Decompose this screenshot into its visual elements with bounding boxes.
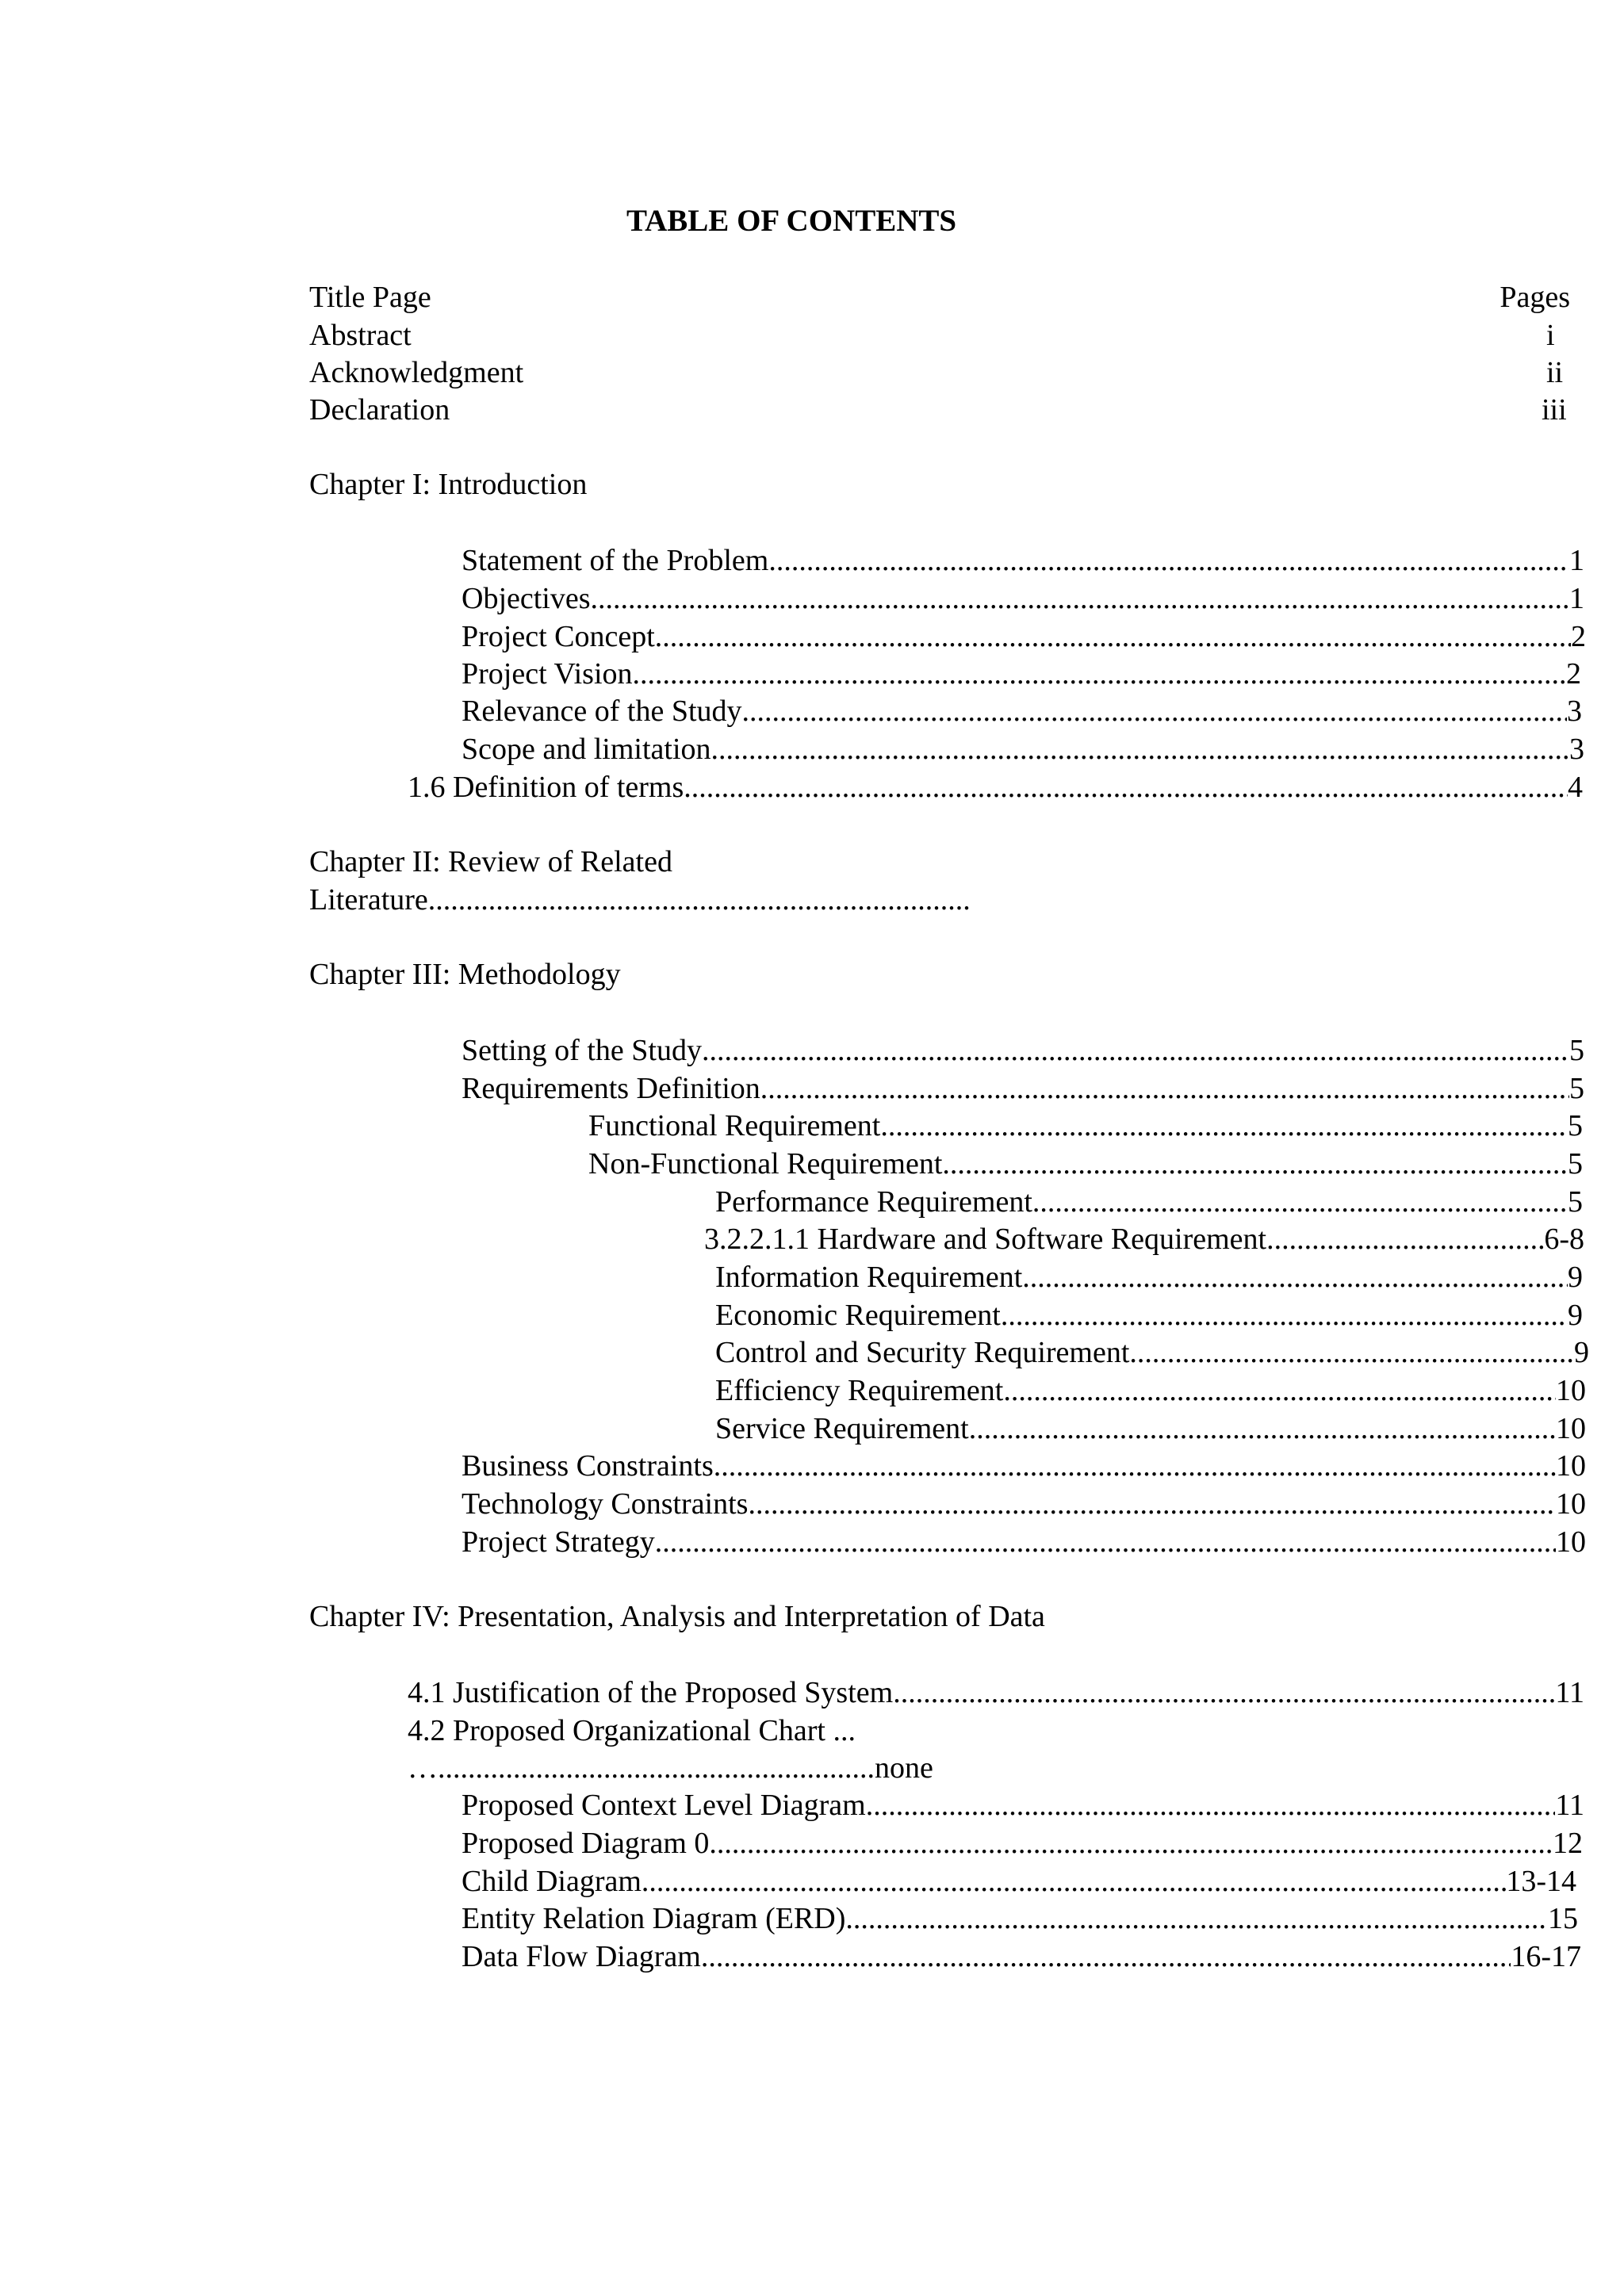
- toc-entry: [462, 1787, 1584, 1823]
- toc-entry-label: Performance Requirement: [715, 1185, 1032, 1219]
- toc-entry: [462, 656, 1581, 692]
- toc-entry-page: 4: [1568, 771, 1583, 804]
- toc-entry: [588, 1146, 1583, 1182]
- toc-entry-label: Technology Constraints: [462, 1487, 749, 1521]
- toc-entry: [462, 1825, 1583, 1862]
- toc-entry: [462, 1070, 1584, 1107]
- toc-entry-page: 2: [1571, 620, 1586, 653]
- toc-entry-page: 10: [1556, 1487, 1586, 1521]
- toc-entry: [462, 1524, 1586, 1560]
- front-item-page: iii: [1542, 393, 1567, 427]
- toc-entry-label: Objectives: [462, 582, 591, 615]
- toc-entry-label: Control and Security Requirement: [715, 1336, 1130, 1369]
- leader-dots: [893, 1674, 1555, 1711]
- toc-entry: [462, 1448, 1586, 1484]
- toc-entry-label: Setting of the Study: [462, 1034, 702, 1067]
- pages-header: Pages: [1500, 281, 1570, 314]
- toc-entry: [462, 731, 1584, 767]
- toc-entry-page: 6-8: [1544, 1223, 1584, 1256]
- chapter-heading: Chapter I: Introduction: [309, 468, 588, 501]
- leader-dots: [642, 1863, 1506, 1900]
- toc-entry: [715, 1259, 1583, 1295]
- toc-entry: [462, 1938, 1581, 1975]
- leader-dots: [1022, 1259, 1568, 1295]
- toc-entry-page: 3: [1567, 695, 1582, 728]
- toc-entry-page: 5: [1568, 1109, 1583, 1142]
- toc-entry: [715, 1410, 1586, 1447]
- leader-dots: [655, 618, 1571, 655]
- toc-entry-page: 5: [1569, 1034, 1584, 1067]
- toc-entry-label: Non-Functional Requirement: [588, 1147, 943, 1181]
- chapter-heading-continuation: Literature........................................................................: [309, 883, 971, 916]
- toc-entry-label: 3.2.2.1.1 Hardware and Software Requirement: [704, 1223, 1267, 1256]
- title-page-label: Title Page: [309, 281, 431, 314]
- toc-entry-page: 13-14: [1506, 1865, 1576, 1898]
- toc-entry-label: Requirements Definition: [462, 1072, 760, 1105]
- toc-title: TABLE OF CONTENTS: [626, 204, 957, 238]
- chapter-heading: Chapter III: Methodology: [309, 958, 621, 991]
- leader-dots: [1001, 1297, 1568, 1334]
- toc-entry-label: Proposed Diagram 0: [462, 1827, 710, 1860]
- leader-dots: [748, 1486, 1556, 1522]
- leader-dots: [880, 1108, 1568, 1144]
- toc-entry-page: 11: [1555, 1789, 1584, 1822]
- toc-entry-page: 2: [1566, 657, 1581, 691]
- toc-entry-label: 4.2 Proposed Organizational Chart ...: [408, 1714, 856, 1747]
- front-item-label: Acknowledgment: [309, 356, 524, 389]
- toc-entry-page: 11: [1555, 1676, 1584, 1709]
- leader-dots: [655, 1524, 1556, 1560]
- toc-entry: [715, 1184, 1583, 1220]
- toc-entry-label: Functional Requirement: [588, 1109, 881, 1142]
- toc-entry-label: Business Constraints: [462, 1449, 714, 1483]
- toc-entry-page: 10: [1556, 1374, 1586, 1407]
- toc-entry-label: Entity Relation Diagram (ERD): [462, 1902, 846, 1935]
- toc-entry-label: Project Concept: [462, 620, 655, 653]
- leader-dots: [1003, 1372, 1556, 1409]
- toc-entry: [462, 580, 1584, 617]
- toc-entry-label: Service Requirement: [715, 1412, 969, 1445]
- leader-dots: [768, 542, 1569, 579]
- leader-dots: [711, 731, 1569, 767]
- toc-entry: [704, 1221, 1584, 1257]
- leader-dots: [1266, 1221, 1544, 1257]
- toc-entry-page: 9: [1568, 1261, 1583, 1294]
- leader-dots: [845, 1900, 1548, 1937]
- toc-entry: [715, 1334, 1589, 1371]
- toc-entry: [462, 1032, 1584, 1069]
- front-item-page: ii: [1546, 356, 1564, 389]
- leader-dots: [866, 1787, 1556, 1823]
- toc-entry-label: Efficiency Requirement: [715, 1374, 1004, 1407]
- leader-dots: [969, 1410, 1556, 1447]
- toc-entry: [462, 542, 1584, 579]
- toc-entry-page: 1: [1569, 582, 1584, 615]
- chapter-heading: Chapter II: Review of Related: [309, 845, 672, 878]
- front-item-page: i: [1546, 319, 1555, 352]
- toc-entry-label: Information Requirement: [715, 1261, 1023, 1294]
- toc-entry-page: 12: [1553, 1827, 1583, 1860]
- leader-dots: [760, 1070, 1569, 1107]
- front-item-label: Declaration: [309, 393, 450, 427]
- toc-entry: [715, 1372, 1586, 1409]
- toc-entry-page: 5: [1568, 1185, 1583, 1219]
- toc-entry: [408, 1674, 1584, 1711]
- toc-entry-label: Economic Requirement: [715, 1299, 1001, 1332]
- toc-entry-page: 10: [1556, 1525, 1586, 1559]
- toc-entry-page: 5: [1568, 1147, 1583, 1181]
- toc-entry-page: 16-17: [1511, 1940, 1581, 1973]
- leader-dots: [709, 1825, 1553, 1862]
- toc-entry-page: 9: [1568, 1299, 1583, 1332]
- leader-dots: [691, 769, 1568, 806]
- toc-entry: [462, 1900, 1578, 1937]
- toc-entry-page: 10: [1556, 1449, 1586, 1483]
- leader-dots: [702, 1032, 1569, 1069]
- toc-entry: [462, 693, 1582, 729]
- toc-entry-page: 1: [1569, 544, 1584, 577]
- toc-entry-label: 4.1 Justification of the Proposed System: [408, 1676, 894, 1709]
- toc-entry: [715, 1297, 1583, 1334]
- leader-dots: [942, 1146, 1568, 1182]
- toc-entry-label: Relevance of the Study: [462, 695, 742, 728]
- toc-entry: [588, 1108, 1583, 1144]
- front-item-label: Abstract: [309, 319, 412, 352]
- toc-entry-label: Scope and limitation: [462, 733, 711, 766]
- toc-entry: [462, 618, 1586, 655]
- toc-entry-continuation: …..........................................................none: [408, 1751, 933, 1785]
- toc-entry: [408, 769, 1583, 806]
- toc-entry-label: Statement of the Problem: [462, 544, 769, 577]
- toc-entry-page: 5: [1569, 1072, 1584, 1105]
- toc-entry-label: Child Diagram: [462, 1865, 642, 1898]
- toc-entry-label: 1.6 Definition of terms.: [408, 771, 691, 804]
- leader-dots: [591, 580, 1569, 617]
- toc-entry: [462, 1486, 1586, 1522]
- toc-entry-label: Project Vision: [462, 657, 633, 691]
- leader-dots: [633, 656, 1566, 692]
- toc-entry-label: Data Flow Diagram: [462, 1940, 701, 1973]
- toc-entry-page: 10: [1556, 1412, 1586, 1445]
- leader-dots: [1032, 1184, 1568, 1220]
- toc-entry-page: 3: [1569, 733, 1584, 766]
- toc-entry-page: 15: [1548, 1902, 1578, 1935]
- chapter-heading: Chapter IV: Presentation, Analysis and Interpretation of Data: [309, 1600, 1045, 1633]
- leader-dots: [701, 1938, 1511, 1975]
- toc-entry-page: 9: [1574, 1336, 1589, 1369]
- leader-dots: [714, 1448, 1556, 1484]
- toc-entry-label: Project Strategy: [462, 1525, 655, 1559]
- leader-dots: [1129, 1334, 1574, 1371]
- toc-entry-label: Proposed Context Level Diagram: [462, 1789, 866, 1822]
- toc-entry: [462, 1863, 1576, 1900]
- leader-dots: [742, 693, 1567, 729]
